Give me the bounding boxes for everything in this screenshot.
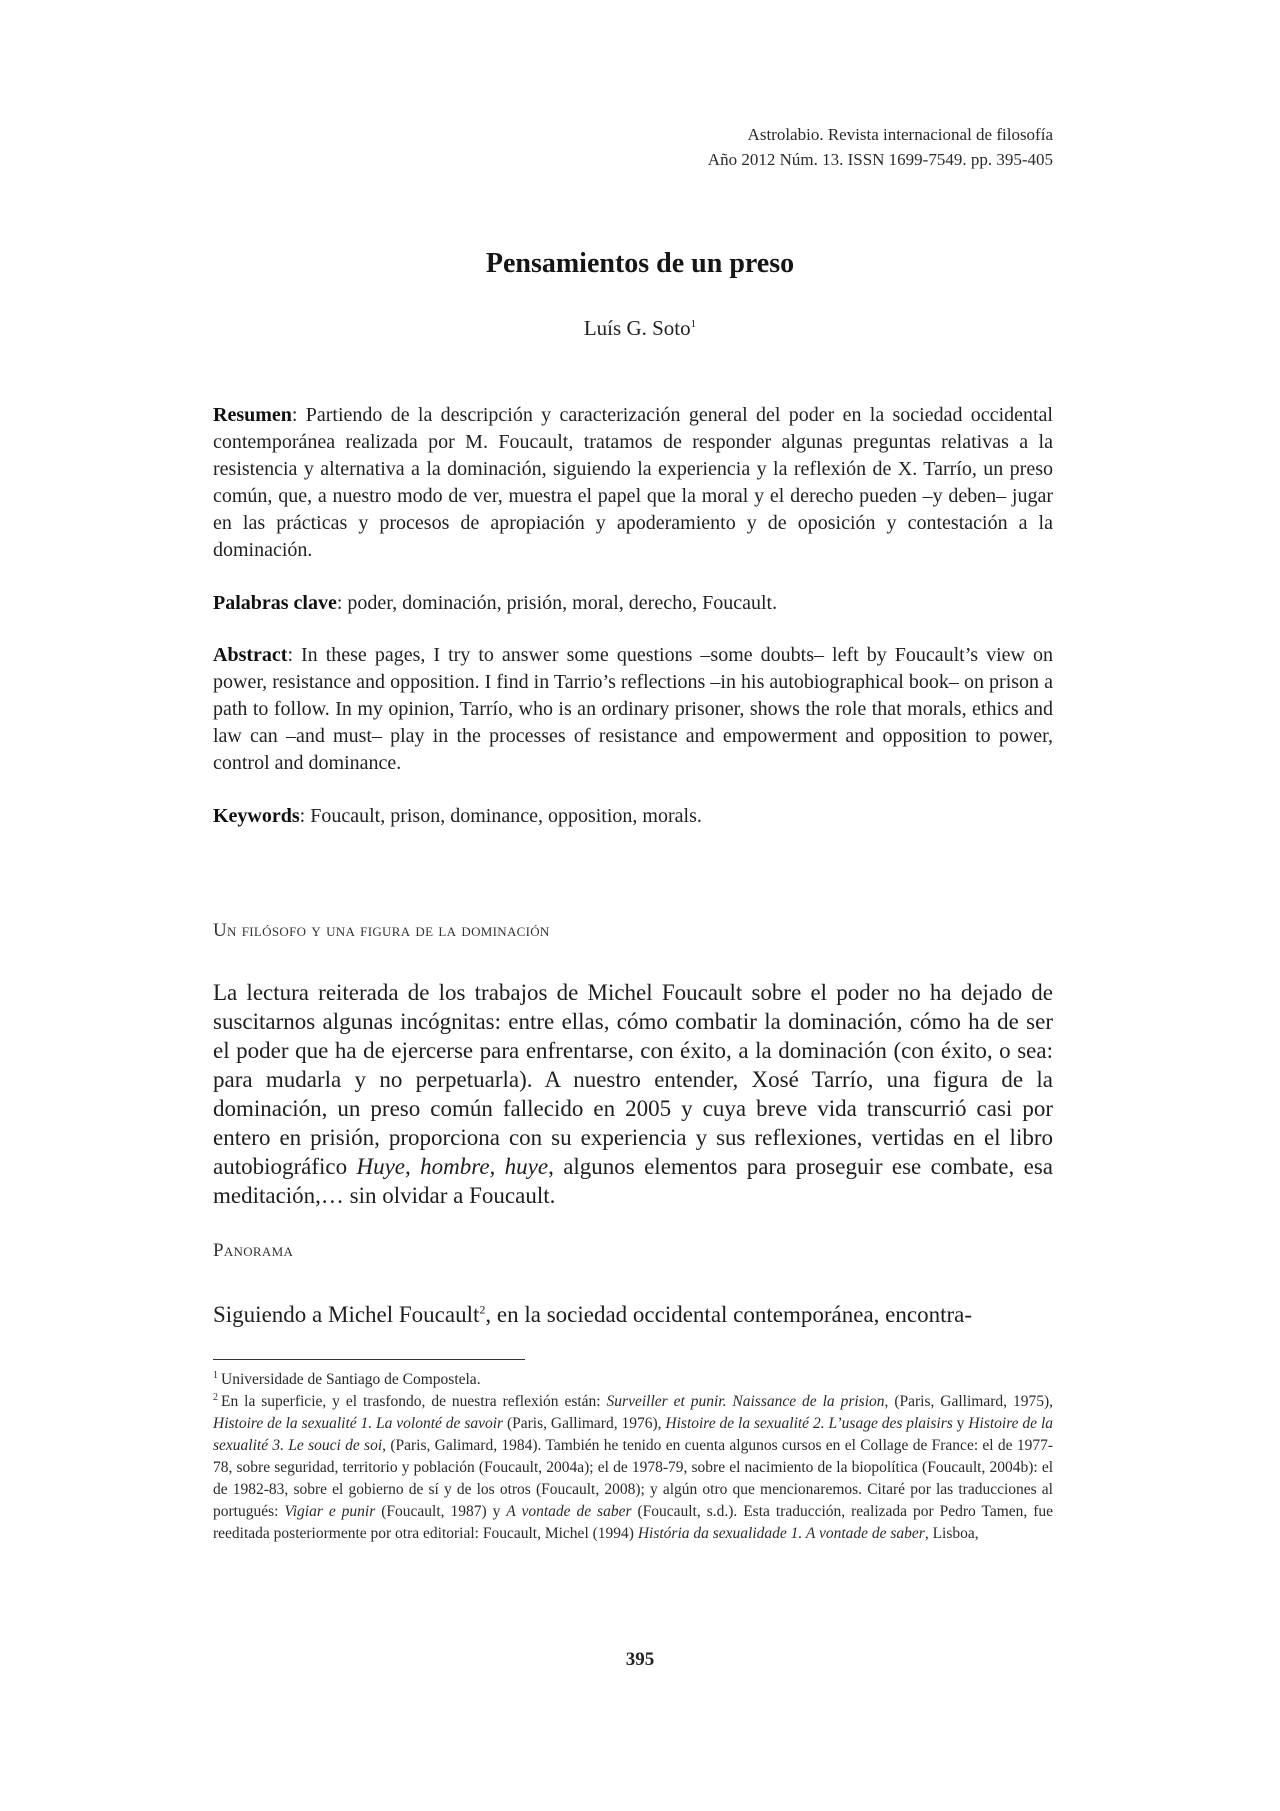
palabras-clave-text: : poder, dominación, prisión, moral, derecho, Foucault. (336, 592, 778, 614)
resumen-label: Resumen (213, 404, 292, 426)
section-2-text-b: , en la sociedad occidental contemporánea, encontra- (485, 1302, 972, 1327)
section-2-paragraph (213, 1300, 1053, 1329)
journal-name: Astrolabio. Revista internacional de filosofía (747, 125, 1053, 144)
footnote-2-italic-title: História da sexualidade 1. A vontade de saber (637, 1525, 925, 1542)
footnote-2-text: (Foucault, 1987) y (375, 1503, 507, 1520)
footnote-2-italic-title: Histoire de la sexualité 2. L’usage des plaisirs (665, 1415, 953, 1432)
footnote-2-text: y (952, 1415, 969, 1432)
section-heading-2: Panorama (213, 1240, 294, 1261)
section-1-paragraph (213, 978, 1053, 1210)
author-name: Luís G. Soto (583, 316, 691, 340)
footnote-2-italic-title: A vontade de saber (506, 1503, 632, 1520)
footnote-2-text: , (Paris, Gallimard, 1975), (884, 1393, 1053, 1410)
author-line (0, 316, 1280, 341)
footnote-2-italic-title: Histoire de la sexualité 1. La volonté de savoir (213, 1415, 504, 1432)
abstract-paragraph (213, 642, 1053, 777)
footnote-2-mark: 2 (213, 1391, 218, 1403)
footnote-separator (213, 1359, 525, 1360)
footnote-1-mark: 1 (213, 1369, 218, 1381)
page-number: 395 (625, 1649, 655, 1670)
footnote-2-text: En la superficie, y el trasfondo, de nuestra reflexión están: (221, 1393, 607, 1410)
footnote-2-text: , Lisboa, (924, 1525, 979, 1542)
book-title: Huye, hombre, huye (356, 1154, 549, 1179)
section-heading-1: Un filósofo y una figura de la dominación (213, 920, 550, 941)
footnote-1-text: Universidade de Santiago de Compostela. (221, 1371, 481, 1388)
palabras-clave-paragraph (213, 590, 1053, 617)
footnote-ref-2[interactable]: 2 (479, 1302, 486, 1317)
resumen-paragraph (213, 402, 1053, 564)
journal-header (708, 122, 1053, 172)
section-1-text-b: , algunos elementos para proseguir ese combate, esa meditación,… sin olvidar a Foucault. (213, 1154, 1053, 1208)
abstract-label: Abstract (213, 644, 288, 666)
keywords-text: : Foucault, prison, dominance, opposition, morals. (299, 805, 702, 827)
section-2-text-a: Siguiendo a Michel Foucault (213, 1302, 480, 1327)
abstract-text: : In these pages, I try to answer some questions –some doubts– left by Foucault’s view on power, resistance and opposition. I find in Tarrio’s reflections –in his autobiographical book– on prison a path to follow. In my opinion, Tarrío, who is an ordinary prisoner, shows the role that morals, ethics and law can –and must– play in the processes of resistance and empowerment and opposition to power, control and dominance. (213, 644, 1053, 774)
footnote-2 (213, 1391, 1053, 1545)
article-title: Pensamientos de un preso (485, 248, 795, 279)
footnote-2-text: (Foucault, s.d.). Esta traducción, realizada por Pedro Tamen, fue reeditada posteriormente por otra editorial: Foucault, Michel (1994) (213, 1503, 1054, 1542)
footnote-1 (213, 1369, 1053, 1391)
footnote-2-italic-title: Vigiar e punir (284, 1503, 376, 1520)
author-footnote-ref[interactable]: 1 (690, 318, 697, 330)
footnote-2-italic-title: Surveiller et punir. Naissance de la prision (606, 1393, 885, 1410)
keywords-label: Keywords (213, 805, 300, 827)
footnote-2-text: , (Paris, Galimard, 1984). También he tenido en cuenta algunos cursos en el Collage de France: el de 1977-78, sobre seguridad, territorio y población (Foucault, 2004a); el de 1978-79, sobre el nacimiento de la biopolítica (Foucault, 2004b): el de 1982-83, sobre el gobierno de sí y de los otros (Foucault, 2008); y algún otro que mencionaremos. Citaré por las traducciones al portugués: (213, 1437, 1054, 1520)
journal-issue: Año 2012 Núm. 13. ISSN 1699-7549. pp. 395-405 (707, 150, 1053, 169)
resumen-text: : Partiendo de la descripción y caracterización general del poder en la sociedad occidental contemporánea realizada por M. Foucault, tratamos de responder algunas preguntas relativas a la resistencia y alternativa a la dominación, siguiendo la experiencia y la reflexión de X. Tarrío, un preso común, que, a nuestro modo de ver, muestra el papel que la moral y el derecho pueden –y deben– jugar en las prácticas y procesos de apropiación y apoderamiento y de oposición y contestación a la dominación. (213, 404, 1053, 561)
footnote-2-text: (Paris, Gallimard, 1976), (503, 1415, 666, 1432)
section-1-text-a: La lectura reiterada de los trabajos de Michel Foucault sobre el poder no ha dejado de suscitarnos algunas incógnitas: entre ellas, cómo combatir la dominación, cómo ha de ser el poder que ha de ejercerse para enfrentarse, con éxito, a la dominación (con éxito, o sea: para mudarla y no perpetuarla). A nuestro entender, Xosé Tarrío, una figura de la dominación, un preso común fallecido en 2005 y cuya breve vida transcurrió casi por entero en prisión, proporciona con su experiencia y sus reflexiones, vertidas en el libro autobiográfico (213, 980, 1053, 1179)
footnote-2-italic-title: Histoire de la sexualité 3. Le souci de soi (213, 1415, 1053, 1454)
keywords-paragraph (213, 803, 1053, 830)
palabras-clave-label: Palabras clave (213, 592, 337, 614)
